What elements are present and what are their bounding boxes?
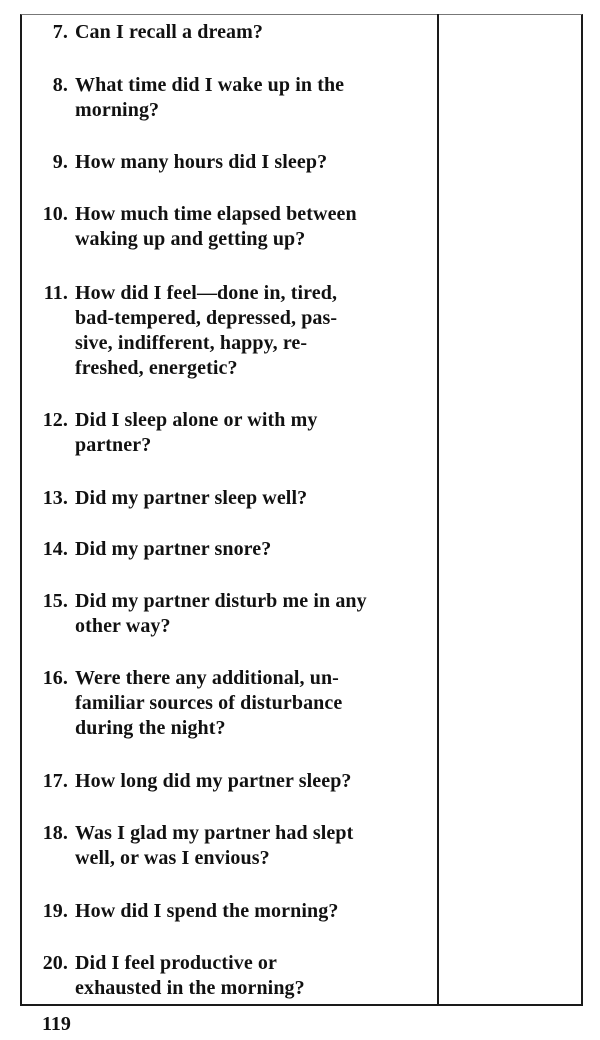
- question-number: 8.: [52, 74, 68, 96]
- question-text: What time did I wake up in the morning?: [75, 74, 345, 121]
- question-text: Did I sleep alone or with my partner?: [75, 409, 318, 456]
- question-text: Did my partner disturb me in any other way?: [75, 590, 367, 637]
- question-number: 7.: [52, 21, 68, 43]
- question-row: [30, 821, 430, 871]
- question-number: 17.: [42, 770, 68, 792]
- question-number: 15.: [42, 590, 68, 612]
- question-text: How did I feel—done in, tired, bad-tempered, depressed, pas- sive, indifferent, happy, re- freshed, energetic?: [75, 282, 338, 379]
- question-row: [30, 537, 430, 562]
- question-number: 19.: [42, 900, 68, 922]
- question-text: Was I glad my partner had slept well, or was I envious?: [75, 822, 354, 869]
- question-row: [30, 202, 430, 252]
- question-row: [30, 951, 430, 1001]
- question-text: Were there any additional, un- familiar sources of disturbance during the night?: [75, 667, 343, 739]
- answer-column: [439, 15, 581, 1004]
- question-row: [30, 150, 430, 175]
- question-number: 14.: [42, 538, 68, 560]
- question-text: Did my partner snore?: [75, 538, 272, 560]
- question-row: [30, 769, 430, 794]
- question-number: 12.: [42, 409, 68, 431]
- question-text: Can I recall a dream?: [75, 21, 264, 43]
- question-text: Did my partner sleep well?: [75, 487, 308, 509]
- question-number: 20.: [42, 952, 68, 974]
- question-number: 10.: [42, 203, 68, 225]
- question-text: How long did my partner sleep?: [75, 770, 352, 792]
- question-number: 13.: [42, 487, 68, 509]
- question-text: Did I feel productive or exhausted in the morning?: [75, 952, 305, 999]
- question-text: How much time elapsed between waking up and getting up?: [75, 203, 357, 250]
- question-row: [30, 408, 430, 458]
- question-number: 9.: [52, 151, 68, 173]
- question-row: [30, 589, 430, 639]
- question-row: [30, 486, 430, 511]
- page-number: 119: [42, 1013, 71, 1035]
- question-number: 18.: [42, 822, 68, 844]
- question-row: [30, 20, 430, 45]
- question-text: How many hours did I sleep?: [75, 151, 328, 173]
- question-number: 16.: [42, 667, 68, 689]
- question-number: 11.: [43, 282, 68, 304]
- question-row: [30, 73, 430, 123]
- question-text: How did I spend the morning?: [75, 900, 339, 922]
- question-row: [30, 666, 430, 741]
- question-row: [30, 899, 430, 924]
- question-row: [30, 281, 430, 381]
